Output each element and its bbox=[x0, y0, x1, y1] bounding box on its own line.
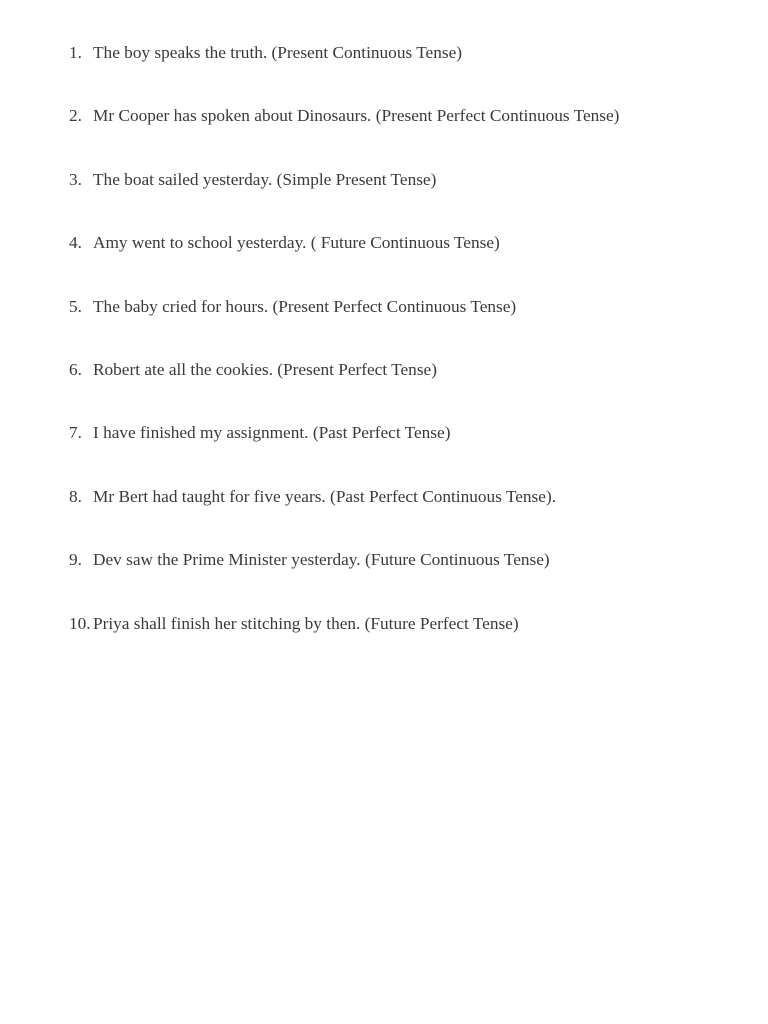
item-number: 6. bbox=[69, 359, 82, 379]
item-text: Dev saw the Prime Minister yesterday. (Future Continuous Tense) bbox=[93, 550, 550, 570]
item-text: I have finished my assignment. (Past Perfect Tense) bbox=[93, 423, 451, 443]
item-text: Amy went to school yesterday. ( Future Continuous Tense) bbox=[93, 233, 500, 253]
item-text: Robert ate all the cookies. (Present Perfect Tense) bbox=[93, 359, 437, 379]
list-item bbox=[69, 358, 619, 421]
list-item bbox=[69, 548, 619, 611]
list-item bbox=[69, 612, 619, 675]
list-item bbox=[69, 421, 619, 484]
item-number: 5. bbox=[69, 296, 82, 316]
list-item bbox=[69, 168, 619, 231]
item-number: 2. bbox=[69, 106, 82, 126]
item-number: 1. bbox=[69, 43, 82, 62]
item-text: Priya shall finish her stitching by then. (Future Perfect Tense) bbox=[93, 613, 519, 633]
item-text: Mr Cooper has spoken about Dinosaurs. (Present Perfect Continuous Tense) bbox=[93, 106, 620, 126]
item-text: The boat sailed yesterday. (Simple Present Tense) bbox=[93, 169, 437, 189]
item-number: 8. bbox=[69, 486, 82, 506]
exercise-list bbox=[69, 41, 619, 675]
item-number: 10. bbox=[69, 613, 91, 633]
item-number: 7. bbox=[69, 423, 82, 443]
item-text: The boy speaks the truth. (Present Continuous Tense) bbox=[93, 43, 462, 62]
list-item bbox=[69, 485, 619, 548]
item-number: 4. bbox=[69, 233, 82, 253]
list-item bbox=[69, 41, 619, 104]
list-item bbox=[69, 104, 619, 167]
item-text: The baby cried for hours. (Present Perfect Continuous Tense) bbox=[93, 296, 517, 316]
item-number: 3. bbox=[69, 169, 82, 189]
item-number: 9. bbox=[69, 550, 82, 570]
list-item bbox=[69, 231, 619, 294]
list-item bbox=[69, 295, 619, 358]
item-text: Mr Bert had taught for five years. (Past Perfect Continuous Tense). bbox=[93, 486, 557, 506]
